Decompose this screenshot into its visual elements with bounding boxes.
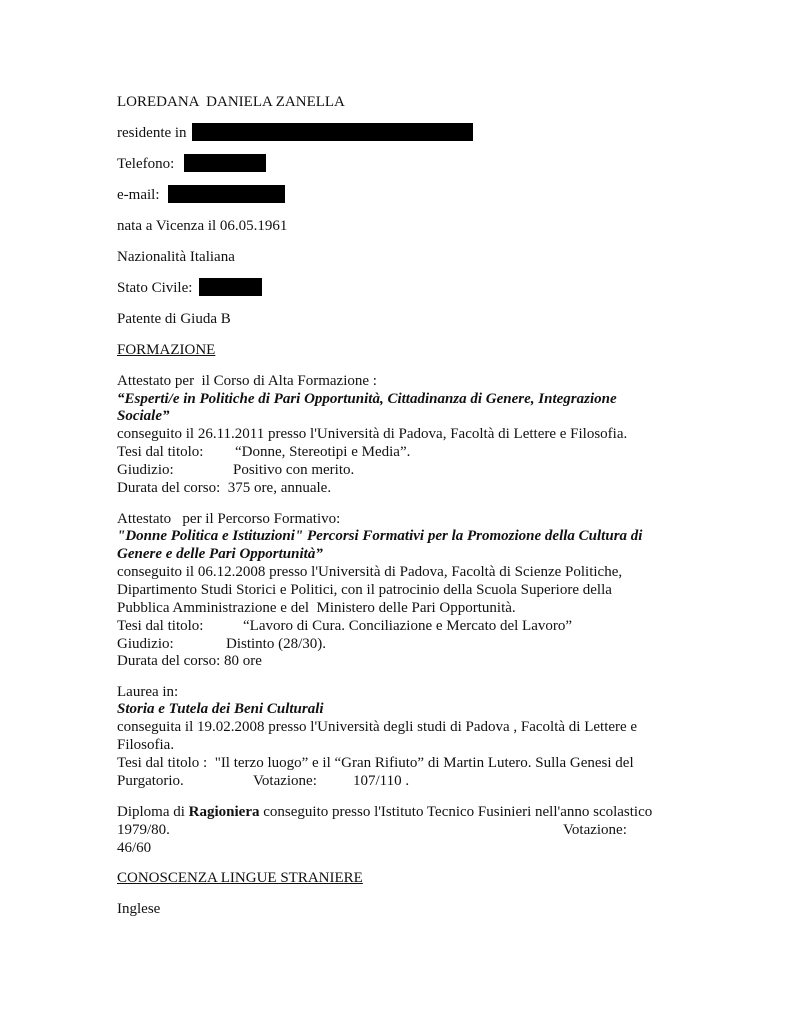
course2-giudizio-label: Giudizio:: [117, 636, 174, 652]
diploma-votazione-label: Votazione:: [563, 822, 627, 838]
course2-detail-line1: conseguito il 06.12.2008 presso l'Università di Padova, Facoltà di Scienze Politiche,: [117, 564, 623, 580]
course2-title-line1: "Donne Politica e Istituzioni" Percorsi Formativi per la Promozione della Cultura di: [117, 528, 643, 544]
course1-detail: conseguito il 26.11.2011 presso l'Università di Padova, Facoltà di Lettere e Filosofia.: [117, 426, 628, 442]
laurea-intro: Laurea in:: [117, 684, 179, 700]
redacted-civil-status: [199, 278, 262, 296]
course1-durata: Durata del corso: 375 ore, annuale.: [117, 480, 332, 496]
course1-tesi-value: “Donne, Stereotipi e Media”.: [235, 444, 411, 460]
course2-durata: Durata del corso: 80 ore: [117, 653, 262, 669]
laurea-detail-line2: Filosofia.: [117, 737, 175, 753]
course1-giudizio-label: Giudizio:: [117, 462, 174, 478]
course2-intro: Attestato per il Percorso Formativo:: [117, 511, 341, 527]
laurea-title: Storia e Tutela dei Beni Culturali: [117, 701, 324, 717]
redacted-email: [168, 185, 285, 203]
laurea-votazione-label: Votazione:: [253, 773, 317, 789]
residence-label: residente in: [117, 125, 187, 141]
language-english: Inglese: [117, 901, 161, 917]
email-label: e-mail:: [117, 187, 160, 203]
redacted-residence: [192, 123, 473, 141]
diploma-line: [117, 803, 652, 821]
laurea-tesi-line2: Purgatorio.: [117, 773, 184, 789]
course2-tesi-label: Tesi dal titolo:: [117, 618, 204, 634]
diploma-votazione-value: 46/60: [117, 840, 152, 856]
course1-title-line1: “Esperti/e in Politiche di Pari Opportunità, Cittadinanza di Genere, Integrazione: [117, 391, 617, 407]
section-heading-formazione: FORMAZIONE: [117, 342, 216, 358]
course2-title-line2: Genere e delle Pari Opportunità”: [117, 546, 323, 562]
laurea-votazione-value: 107/110 .: [353, 773, 410, 789]
birth-info: nata a Vicenza il 06.05.1961: [117, 218, 288, 234]
section-heading-lingue: CONOSCENZA LINGUE STRANIERE: [117, 870, 363, 886]
redacted-phone: [184, 154, 266, 172]
course2-detail-line2: Dipartimento Studi Storici e Politici, con il patrocinio della Scuola Superiore della: [117, 582, 612, 598]
course2-giudizio-value: Distinto (28/30).: [226, 636, 326, 652]
nationality: Nazionalità Italiana: [117, 249, 235, 265]
candidate-name: LOREDANA DANIELA ZANELLA: [117, 94, 345, 110]
course2-detail-line3: Pubblica Amministrazione e del Ministero delle Pari Opportunità.: [117, 600, 516, 616]
course1-giudizio-value: Positivo con merito.: [233, 462, 355, 478]
course1-intro: Attestato per il Corso di Alta Formazione :: [117, 373, 377, 389]
diploma-title: Ragioniera: [188, 804, 260, 820]
diploma-prefix: Diploma di: [117, 804, 189, 820]
diploma-suffix: conseguito presso l'Istituto Tecnico Fusinieri nell'anno scolastico: [259, 804, 653, 820]
course1-title-line2: Sociale”: [117, 408, 170, 424]
driving-license: Patente di Giuda B: [117, 311, 231, 327]
course1-tesi-label: Tesi dal titolo:: [117, 444, 204, 460]
course2-tesi-value: “Lavoro di Cura. Conciliazione e Mercato del Lavoro”: [243, 618, 573, 634]
phone-label: Telefono:: [117, 156, 175, 172]
laurea-tesi-line1: Tesi dal titolo : "Il terzo luogo” e il “Gran Rifiuto” di Martin Lutero. Sulla Genesi del: [117, 755, 634, 771]
civil-status-label: Stato Civile:: [117, 280, 193, 296]
diploma-year: 1979/80.: [117, 822, 170, 838]
laurea-detail-line1: conseguita il 19.02.2008 presso l'Università degli studi di Padova , Facoltà di Lettere e: [117, 719, 638, 735]
